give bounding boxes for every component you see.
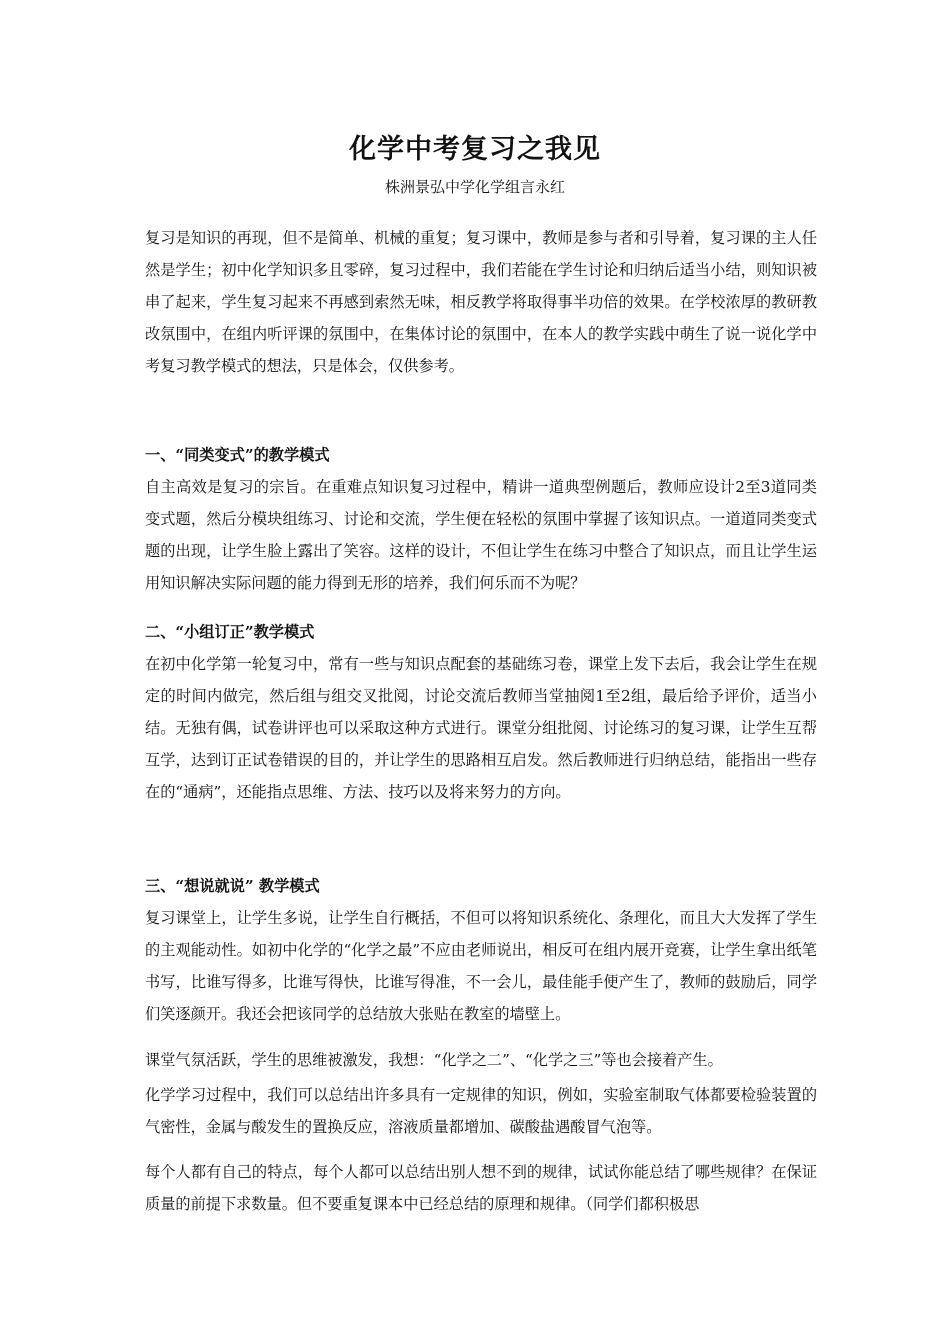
- document-author: 株洲景弘中学化学组言永红: [384, 178, 565, 196]
- section-2-paragraph: 在初中化学第一轮复习中，常有一些与知识点配套的基础练习卷，课堂上发下去后，我会让学生在规定的时间内做完，然后组与组交叉批阅，讨论交流后教师当堂抽阅1至2组，最后给予评价，适当小结。无独有偶，试卷讲评也可以采取这种方式进行。课堂分组批阅、讨论练习的复习课，让学生互帮互学，达到订正试卷错误的目的，并让学生的思路相互启发。然后教师进行归纳总结，能指出一些存在的“通病”，还能指点思维、方法、技巧以及将来努力的方向。: [145, 655, 817, 801]
- section-3-paragraph-4: 每个人都有自己的特点，每个人都可以总结出别人想不到的规律，试试你能总结了哪些规律？在保证质量的前提下求数量。但不要重复课本中已经总结的原理和规律。（同学们都积极思: [145, 1163, 817, 1213]
- document-title: 化学中考复习之我见: [349, 134, 601, 165]
- section-1-heading: 一、“同类变式”的教学模式: [145, 446, 330, 464]
- section-3-heading: 三、“想说就说” 教学模式: [145, 877, 320, 895]
- intro-paragraph: 复习是知识的再现，但不是简单、机械的重复；复习课中，教师是参与者和引导着，复习课的主人任然是学生；初中化学知识多且零碎，复习过程中，我们若能在学生讨论和归纳后适当小结，则知识被串了起来，学生复习起来不再感到索然无味，相反教学将取得事半功倍的效果。在学校浓厚的教研教改氛围中，在组内听评课的氛围中，在集体讨论的氛围中，在本人的教学实践中萌生了说一说化学中考复习教学模式的想法，只是体会，仅供参考。: [145, 229, 817, 375]
- section-3-paragraph-3: 化学学习过程中，我们可以总结出许多具有一定规律的知识，例如，实验室制取气体都要检验装置的气密性，金属与酸发生的置换反应，溶液质量都增加、碳酸盐遇酸冒气泡等。: [145, 1086, 817, 1136]
- section-2-heading: 二、“小组订正”教学模式: [145, 623, 315, 641]
- section-1-paragraph: 自主高效是复习的宗旨。在重难点知识复习过程中，精讲一道典型例题后，教师应设计2至3道同类变式题，然后分模块组练习、讨论和交流，学生便在轻松的氛围中掌握了该知识点。一道道同类变式题的出现，让学生脸上露出了笑容。这样的设计，不但让学生在练习中整合了知识点，而且让学生运用知识解决实际问题的能力得到无形的培养，我们何乐而不为呢？: [145, 478, 817, 592]
- section-3-paragraph-1: 复习课堂上，让学生多说，让学生自行概括，不但可以将知识系统化、条理化，而且大大发挥了学生的主观能动性。如初中化学的“化学之最”不应由老师说出，相反可在组内展开竞赛，让学生拿出纸笔书写，比谁写得多，比谁写得快，比谁写得准，不一会儿，最佳能手便产生了，教师的鼓励后，同学们笑逐颜开。我还会把该同学的总结放大张贴在教室的墙壁上。: [145, 909, 817, 1023]
- section-3-paragraph-2: 课堂气氛活跃，学生的思维被激发，我想：“化学之二”、“化学之三”等也会接着产生。: [145, 1051, 723, 1069]
